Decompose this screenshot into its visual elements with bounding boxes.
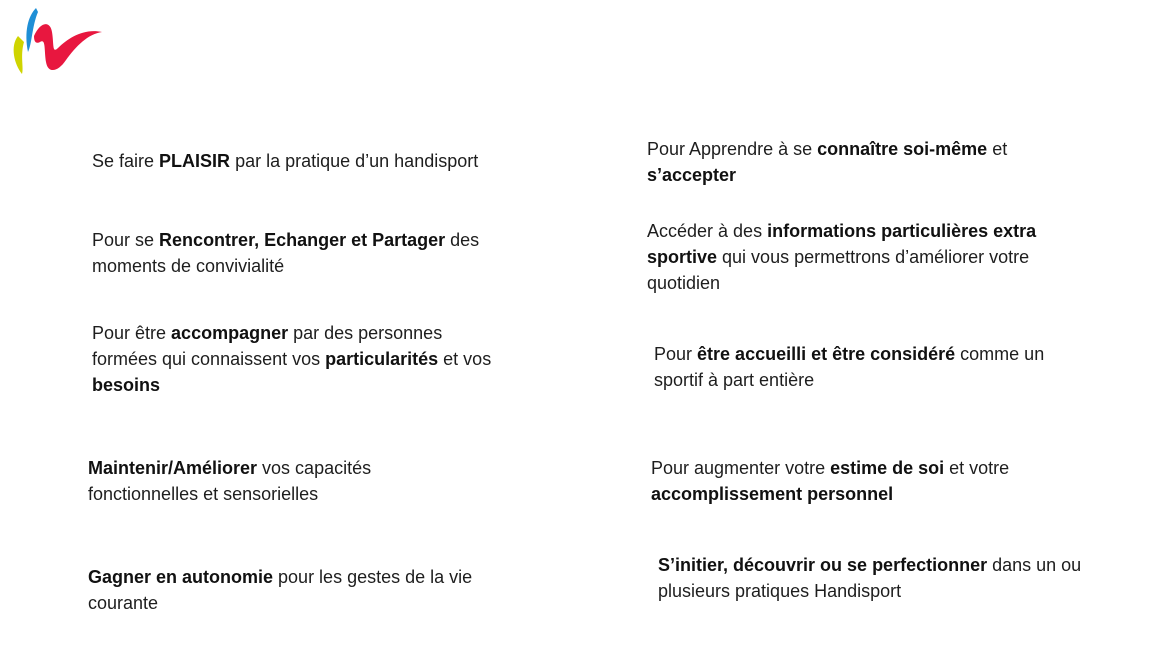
highlight-text: estime de soi <box>830 458 945 478</box>
benefit-estime <box>651 455 1081 507</box>
benefit-accompagner <box>92 320 512 398</box>
body-text: Pour augmenter votre <box>651 458 831 478</box>
body-text: Accéder à des <box>647 221 768 241</box>
body-text: qui vous permettrons d’améliorer votre quotidien <box>647 247 1030 293</box>
benefit-accueilli <box>654 341 1074 393</box>
highlight-text: être accueilli et être considéré <box>697 344 956 364</box>
body-text: pour les gestes de la vie courante <box>88 567 473 613</box>
highlight-text: accomplissement personnel <box>651 484 894 504</box>
body-text: dans un ou plusieurs pratiques Handisport <box>658 555 1082 601</box>
body-text: vos capacités fonctionnelles et sensorielles <box>88 458 372 504</box>
handisport-logo <box>6 2 106 78</box>
logo-yellow-stroke <box>14 36 24 74</box>
highlight-text: Rencontrer, Echanger et Partager <box>159 230 446 250</box>
highlight-text: particularités <box>325 349 439 369</box>
body-text: et <box>987 139 1008 159</box>
body-text: Pour se <box>92 230 160 250</box>
body-text: et votre <box>944 458 1010 478</box>
highlight-text: besoins <box>92 375 161 395</box>
highlight-text: PLAISIR <box>159 151 231 171</box>
body-text: par la pratique d’un handisport <box>230 151 479 171</box>
highlight-text: Maintenir/Améliorer <box>88 458 258 478</box>
highlight-text: Gagner en autonomie <box>88 567 274 587</box>
highlight-text: connaître soi-même <box>817 139 988 159</box>
highlight-text: accompagner <box>171 323 289 343</box>
benefit-rencontrer <box>92 227 532 279</box>
benefit-connaitre <box>647 136 1067 188</box>
body-text: des moments de convivialité <box>92 230 480 276</box>
body-text: Pour être <box>92 323 172 343</box>
body-text: et vos <box>438 349 492 369</box>
benefit-autonomie <box>88 564 498 616</box>
highlight-text: s’accepter <box>647 165 737 185</box>
body-text: Pour Apprendre à se <box>647 139 818 159</box>
logo-red-stroke <box>34 24 102 70</box>
benefit-initier <box>658 552 1098 604</box>
body-text: comme un sportif à part entière <box>654 344 1045 390</box>
logo-blue-stroke <box>26 8 38 52</box>
benefit-plaisir <box>92 148 552 174</box>
body-text: par des personnes formées qui connaissent vos <box>92 323 443 369</box>
highlight-text: S’initier, découvrir ou se perfectionner <box>658 555 988 575</box>
benefit-maintenir <box>88 455 418 507</box>
highlight-text: informations particulières extra sportive <box>647 221 1037 267</box>
body-text: Pour <box>654 344 698 364</box>
benefit-informations <box>647 218 1102 296</box>
body-text: Se faire <box>92 151 160 171</box>
